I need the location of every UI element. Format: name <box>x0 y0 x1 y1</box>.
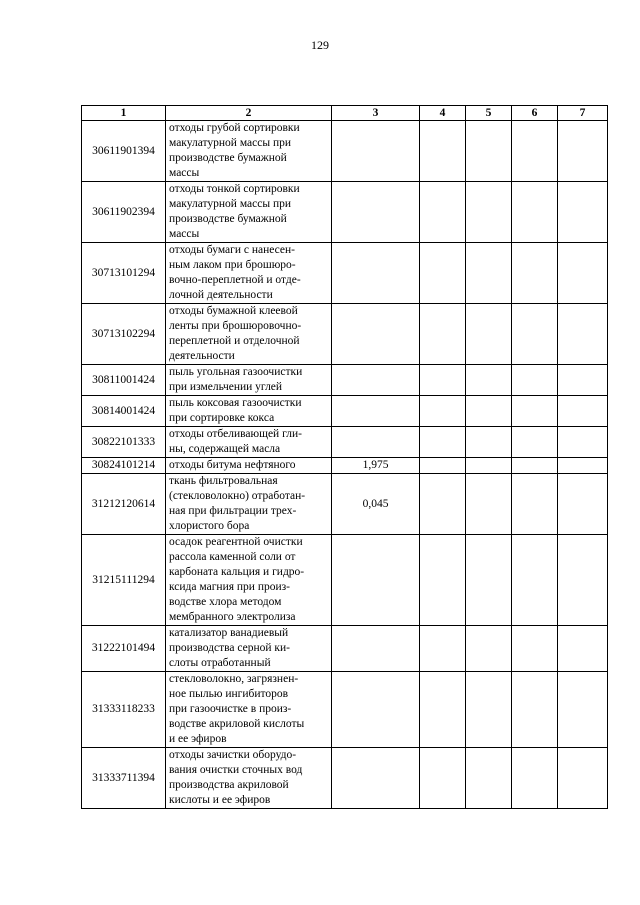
value-cell-3 <box>332 243 420 304</box>
value-cell-4 <box>420 304 466 365</box>
waste-code-cell: 30824101214 <box>82 458 166 474</box>
table-row <box>82 243 608 304</box>
value-cell-5 <box>466 243 512 304</box>
value-cell-3 <box>332 182 420 243</box>
waste-code-cell: 30811001424 <box>82 365 166 396</box>
description-line: отходы грубой сортировки <box>169 122 300 134</box>
description-line: карбоната кальция и гидро- <box>169 566 305 578</box>
waste-code-cell: 31212120614 <box>82 474 166 535</box>
value-cell-6 <box>512 626 558 672</box>
waste-description-cell <box>166 748 332 809</box>
value-cell-6 <box>512 304 558 365</box>
waste-code-cell: 31333118233 <box>82 672 166 748</box>
waste-description-cell <box>166 458 332 474</box>
value-cell-3 <box>332 121 420 182</box>
column-header-6: 6 <box>512 106 558 121</box>
description-line: водстве акриловой кислоты <box>169 718 305 730</box>
waste-description-cell <box>166 427 332 458</box>
description-line: водстве хлора методом <box>169 596 282 608</box>
description-line: производства серной ки- <box>169 642 290 654</box>
value-cell-3 <box>332 365 420 396</box>
description-line: пыль угольная газоочистки <box>169 366 303 378</box>
waste-description-cell <box>166 365 332 396</box>
waste-code-cell: 31333711394 <box>82 748 166 809</box>
table-row <box>82 396 608 427</box>
column-header-1: 1 <box>82 106 166 121</box>
description-line: макулатурной массы при <box>169 198 291 210</box>
table-row <box>82 748 608 809</box>
description-line: ная при фильтрации трех- <box>169 505 297 517</box>
table-row <box>82 121 608 182</box>
table-row <box>82 304 608 365</box>
description-line: слоты отработанный <box>169 657 271 669</box>
value-cell-5 <box>466 748 512 809</box>
waste-description-cell <box>166 243 332 304</box>
column-header-4: 4 <box>420 106 466 121</box>
table-row <box>82 672 608 748</box>
description-line: ным лаком при брошюро- <box>169 259 296 271</box>
waste-description-cell <box>166 474 332 535</box>
value-cell-7 <box>558 474 608 535</box>
value-cell-6 <box>512 458 558 474</box>
table-row <box>82 427 608 458</box>
value-cell-5 <box>466 121 512 182</box>
description-line: производстве бумажной <box>169 213 287 225</box>
value-cell-7 <box>558 626 608 672</box>
column-header-2: 2 <box>166 106 332 121</box>
waste-description-cell <box>166 121 332 182</box>
value-cell-3 <box>332 672 420 748</box>
waste-description-cell <box>166 535 332 626</box>
value-cell-5 <box>466 365 512 396</box>
value-cell-6 <box>512 748 558 809</box>
description-line: отходы отбеливающей гли- <box>169 428 302 440</box>
description-line: ткань фильтровальная <box>169 475 278 487</box>
description-line: стекловолокно, загрязнен- <box>169 673 299 685</box>
value-cell-5 <box>466 458 512 474</box>
waste-description-cell <box>166 396 332 427</box>
waste-code-cell: 30713101294 <box>82 243 166 304</box>
description-line: мембранного электролиза <box>169 611 296 623</box>
description-line: деятельности <box>169 350 235 362</box>
value-cell-7 <box>558 304 608 365</box>
description-line: ны, содержащей масла <box>169 443 281 455</box>
description-line: при сортировке кокса <box>169 412 275 424</box>
description-line: при измельчении углей <box>169 381 283 393</box>
value-cell-6 <box>512 243 558 304</box>
value-cell-4 <box>420 474 466 535</box>
waste-code-cell: 30611901394 <box>82 121 166 182</box>
description-line: вочно-переплетной и отде- <box>169 274 301 286</box>
value-cell-6 <box>512 396 558 427</box>
description-line: пыль коксовая газоочистки <box>169 397 302 409</box>
value-cell-3 <box>332 626 420 672</box>
value-cell-6 <box>512 427 558 458</box>
description-line: вания очистки сточных вод <box>169 764 303 776</box>
description-line: хлористого бора <box>169 520 250 532</box>
column-header-5: 5 <box>466 106 512 121</box>
value-cell-7 <box>558 427 608 458</box>
description-line: отходы битума нефтяного <box>169 459 296 471</box>
table-row <box>82 458 608 474</box>
description-line: производства акриловой <box>169 779 289 791</box>
waste-description-cell <box>166 626 332 672</box>
value-cell-4 <box>420 672 466 748</box>
description-line: отходы зачистки оборудо- <box>169 749 297 761</box>
value-cell-5 <box>466 672 512 748</box>
value-cell-5 <box>466 474 512 535</box>
value-cell-7 <box>558 535 608 626</box>
header-row <box>82 106 608 121</box>
description-line: ксида магния при произ- <box>169 581 290 593</box>
page-number: 129 <box>311 38 329 52</box>
column-header-3: 3 <box>332 106 420 121</box>
description-line: и ее эфиров <box>169 733 227 745</box>
value-cell-3 <box>332 748 420 809</box>
table-row <box>82 182 608 243</box>
table-row <box>82 626 608 672</box>
table-row <box>82 365 608 396</box>
description-line: массы <box>169 228 200 240</box>
value-cell-7 <box>558 458 608 474</box>
description-line: лочной деятельности <box>169 289 273 301</box>
description-line: производстве бумажной <box>169 152 287 164</box>
waste-description-cell <box>166 304 332 365</box>
value-cell-3 <box>332 396 420 427</box>
waste-table <box>81 105 608 809</box>
value-cell-5 <box>466 535 512 626</box>
value-cell-6 <box>512 672 558 748</box>
waste-code-cell: 30822101333 <box>82 427 166 458</box>
column-header-7: 7 <box>558 106 608 121</box>
value-cell-4 <box>420 458 466 474</box>
waste-description-cell <box>166 672 332 748</box>
value-cell-7 <box>558 121 608 182</box>
waste-code-cell: 30713102294 <box>82 304 166 365</box>
table-row <box>82 535 608 626</box>
description-line: (стекловолокно) отработан- <box>169 490 306 502</box>
value-cell-7 <box>558 748 608 809</box>
table-body <box>82 121 608 809</box>
description-line: ное пылью ингибиторов <box>169 688 289 700</box>
description-line: отходы бумажной клеевой <box>169 305 298 317</box>
value-cell-4 <box>420 182 466 243</box>
value-cell-4 <box>420 365 466 396</box>
value-cell-4 <box>420 427 466 458</box>
value-cell-5 <box>466 427 512 458</box>
value-cell-3: 1,975 <box>332 458 420 474</box>
description-line: кислоты и ее эфиров <box>169 794 271 806</box>
value-cell-5 <box>466 626 512 672</box>
value-cell-4 <box>420 396 466 427</box>
value-cell-7 <box>558 182 608 243</box>
description-line: массы <box>169 167 200 179</box>
waste-code-cell: 31222101494 <box>82 626 166 672</box>
value-cell-3 <box>332 535 420 626</box>
value-cell-3: 0,045 <box>332 474 420 535</box>
value-cell-7 <box>558 396 608 427</box>
value-cell-7 <box>558 243 608 304</box>
waste-description-cell <box>166 182 332 243</box>
value-cell-5 <box>466 304 512 365</box>
description-line: переплетной и отделочной <box>169 335 300 347</box>
description-line: при газоочистке в произ- <box>169 703 292 715</box>
waste-code-cell: 30611902394 <box>82 182 166 243</box>
value-cell-4 <box>420 121 466 182</box>
value-cell-5 <box>466 396 512 427</box>
value-cell-4 <box>420 243 466 304</box>
value-cell-5 <box>466 182 512 243</box>
table-row <box>82 474 608 535</box>
value-cell-4 <box>420 748 466 809</box>
value-cell-3 <box>332 304 420 365</box>
value-cell-4 <box>420 626 466 672</box>
description-line: катализатор ванадиевый <box>169 627 289 639</box>
description-line: отходы тонкой сортировки <box>169 183 300 195</box>
waste-code-cell: 31215111294 <box>82 535 166 626</box>
value-cell-6 <box>512 474 558 535</box>
description-line: макулатурной массы при <box>169 137 291 149</box>
value-cell-6 <box>512 535 558 626</box>
value-cell-6 <box>512 365 558 396</box>
value-cell-4 <box>420 535 466 626</box>
value-cell-3 <box>332 427 420 458</box>
waste-code-cell: 30814001424 <box>82 396 166 427</box>
value-cell-7 <box>558 672 608 748</box>
description-line: отходы бумаги с нанесен- <box>169 244 295 256</box>
description-line: рассола каменной соли от <box>169 551 296 563</box>
description-line: осадок реагентной очистки <box>169 536 303 548</box>
description-line: ленты при брошюровочно- <box>169 320 302 332</box>
value-cell-6 <box>512 182 558 243</box>
value-cell-7 <box>558 365 608 396</box>
value-cell-6 <box>512 121 558 182</box>
